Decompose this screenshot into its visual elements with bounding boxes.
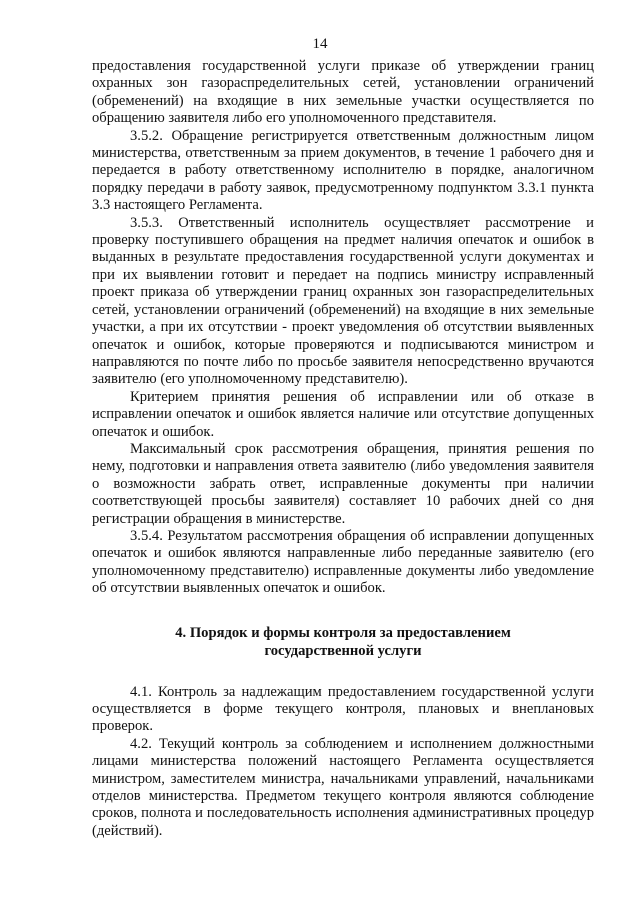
paragraph-continuation: предоставления государственной услуги приказе об утверждении границ охранных зон газораспределительных сетей, установлении ограничений (обременений) на входящие в них земельные участки осуществляется по обращению заявителя либо его уполномоченного представителя.	[92, 58, 594, 127]
paragraph-4-2: 4.2. Текущий контроль за соблюдением и исполнением должностными лицами министерства положений настоящего Регламента осуществляется министром, заместителем министра, начальниками управлений, начальниками отделов министерства. Предметом текущего контроля являются соблюдение сроков, полнота и последовательность исполнения административных процедур (действий).	[92, 735, 594, 839]
paragraph-3-5-4: 3.5.4. Результатом рассмотрения обращения об исправлении допущенных опечаток и ошибок являются направленные либо переданные заявителю (его уполномоченному представителю) исправленные документы либо уведомление об отсутствии выявленных опечаток и ошибок.	[92, 527, 594, 597]
paragraph-3-5-3: 3.5.3. Ответственный исполнитель осуществляет рассмотрение и проверку поступившего обращения на предмет наличия опечаток и ошибок в выданных в результате предоставления государственной услуги документах и при их выявлении готовит и передает на подпись министру исправленный проект приказа об утверждении границ охранных зон газораспределительных сетей, установлении ограничений (обременений) на входящие в них земельные участки, а при их отсутствии - проект уведомления об отсутствии выявленных опечаток и ошибок, которые проверяются и подписываются министром и направляются по почте либо по просьбе заявителя непосредственно вручаются заявителю (его уполномоченному представителю).	[92, 214, 594, 388]
page-number: 14	[312, 36, 328, 52]
section-heading	[92, 624, 594, 660]
paragraph-decision-criterion: Критерием принятия решения об исправлении или об отказе в исправлении опечаток и ошибок является наличие или отсутствие допущенных опечаток и ошибок.	[92, 388, 594, 440]
document-body	[92, 58, 594, 840]
paragraph-maximum-term: Максимальный срок рассмотрения обращения, принятия решения по нему, подготовки и направления ответа заявителю (либо уведомления заявителя о возможности забрать ответ, исправленные документы при наличии соответствующей просьбы заявителя) составляет 10 рабочих дней со дня регистрации обращения в министерстве.	[92, 440, 594, 527]
section-heading-line-2: государственной услуги	[264, 642, 422, 659]
section-heading-line-1: 4. Порядок и формы контроля за предоставлением	[175, 624, 511, 641]
paragraph-4-1: 4.1. Контроль за надлежащим предоставлением государственной услуги осуществляется в форме текущего контроля, плановых и внеплановых проверок.	[92, 683, 594, 735]
paragraph-3-5-2: 3.5.2. Обращение регистрируется ответственным должностным лицом министерства, ответственным за прием документов, в течение 1 рабочего дня и передается в работу ответственному исполнителю в порядке, аналогичном порядку передачи в работу заявок, предусмотренному подпунктом 3.3.1 пункта 3.3 настоящего Регламента.	[92, 127, 594, 214]
